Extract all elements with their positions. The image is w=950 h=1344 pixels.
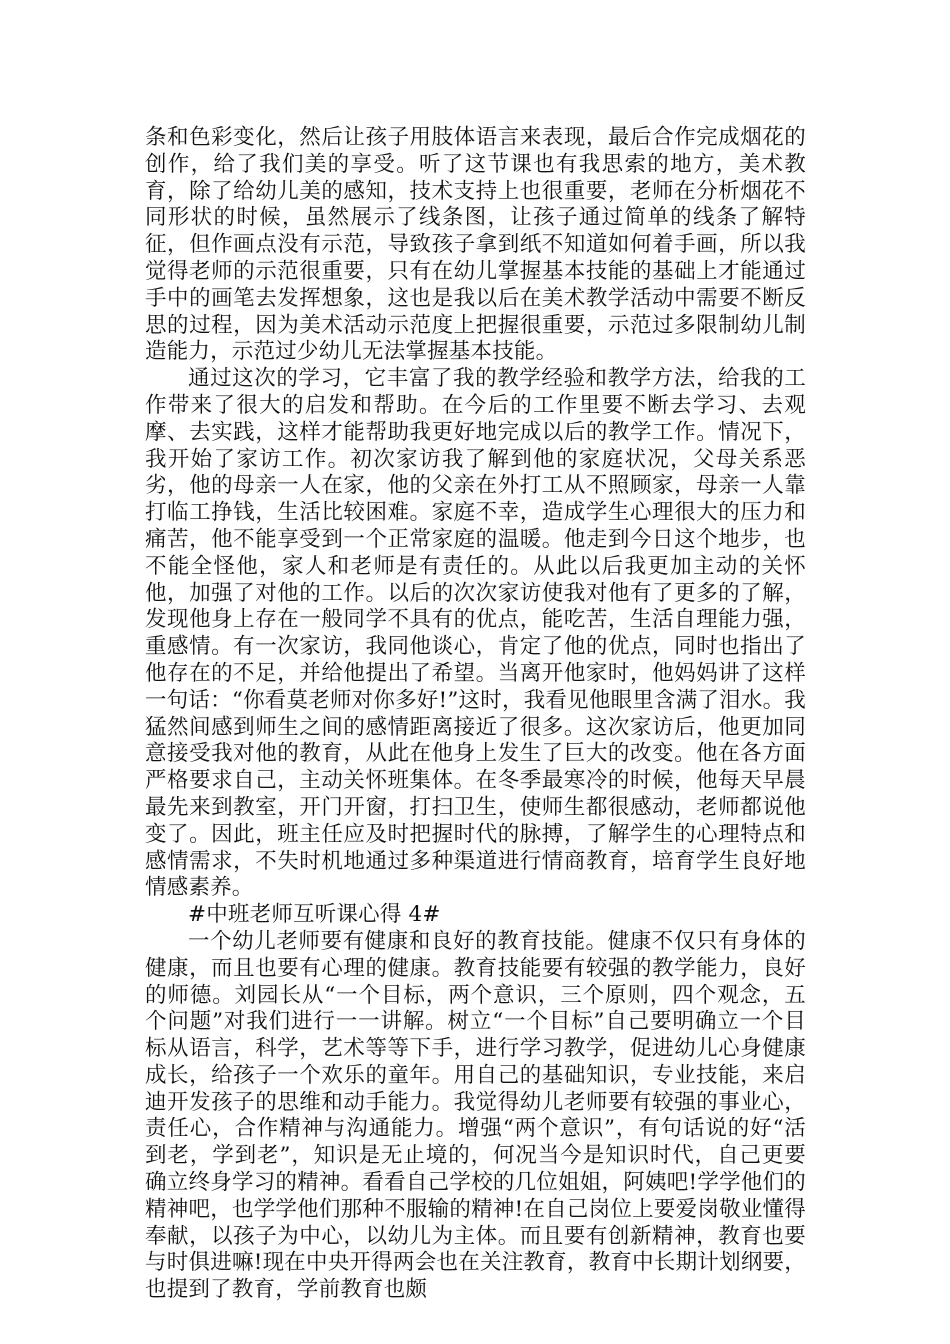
section-heading: #中班老师互听课心得 4#: [188, 902, 441, 928]
paragraph-learning-reflection: 通过这次的学习，它丰富了我的教学经验和教学方法，给我的工作带来了很大的启发和帮助。在今后的工作里要不断去学习、去观摩、去实践，这样才能帮助我更好地完成以后的教学工作。情况下，我开始了家访工作。初次家访我了解到他的家庭状况，父母关系恶劣，他的母亲一人在家，他的父亲在外打工从不照顾家，母亲一人靠打临工挣钱，生活比较困难。家庭不幸，造成学生心理很大的压力和痛苦，他不能享受到一个正常家庭的温暖。他走到今日这个地步，也不能全怪他，家人和老师是有责任的。从此以后我更加主动的关怀他，加强了对他的工作。以后的次次家访使我对他有了更多的了解，发现他身上存在一般同学不具有的优点，能吃苦，生活自理能力强，重感情。有一次家访，我同他谈心，肯定了他的优点，同时也指出了他存在的不足，并给他提出了希望。当离开他家时，他妈妈讲了这样一句话：“你看莫老师对你多好!”这时，我看见他眼里含满了泪水。我猛然间感到师生之间的感情距离接近了很多。这次家访后，他更加同意接受我对他的教育，从此在他身上发生了巨大的改变。他在各方面严格要求自己，主动关怀班集体。在冬季最寒冷的时候，他每天早晨最先来到教室，开门开窗，打扫卫生，使师生都很感动，老师都说他变了。因此，班主任应及时把握时代的脉搏，了解学生的心理特点和感情需求，不失时机地通过多种渠道进行情商教育，培育学生良好地情感素养。: [145, 366, 806, 901]
paragraph-section-4: 一个幼儿老师要有健康和良好的教育技能。健康不仅只有身体的健康，而且也要有心理的健康。教育技能要有较强的教学能力，良好的师德。刘园长从“一个目标，两个意识，三个原则，四个观念，五个问题”对我们进行一一讲解。树立“一个目标”自己要明确立一个目标从语言，科学，艺术等等下手，进行学习教学，促进幼儿心身健康成长，给孩子一个欢乐的童年。用自己的基础知识，专业技能，来启迪开发孩子的思维和动手能力。我觉得幼儿老师要有较强的事业心，责任心，合作精神与沟通能力。增强“两个意识”，有句话说的好“活到老，学到老”，知识是无止境的，何况当今是知识时代，自己更要确立终身学习的精神。看看自己学校的几位姐姐，阿姨吧!学学他们的精神吧，也学学他们那种不服输的精神!在自己岗位上要爱岗敬业懂得奉献，以孩子为中心，以幼儿为主体。而且要有创新精神，教育也要与时俱进嘛!现在中央开得两会也在关注教育，教育中长期计划纲要，也提到了教育，学前教育也颇: [145, 928, 806, 1303]
document-page: [145, 125, 806, 1304]
paragraph-continuation: 条和色彩变化，然后让孩子用肢体语言来表现，最后合作完成烟花的创作，给了我们美的享受。听了这节课也有我思索的地方，美术教育，除了给幼儿美的感知，技术支持上也很重要，老师在分析烟花不同形状的时候，虽然展示了线条图，让孩子通过简单的线条了解特征，但作画点没有示范，导致孩子拿到纸不知道如何着手画，所以我觉得老师的示范很重要，只有在幼儿掌握基本技能的基础上才能通过手中的画笔去发挥想象，这也是我以后在美术教学活动中需要不断反思的过程，因为美术活动示范度上把握很重要，示范过多限制幼儿制造能力，示范过少幼儿无法掌握基本技能。: [145, 125, 806, 365]
